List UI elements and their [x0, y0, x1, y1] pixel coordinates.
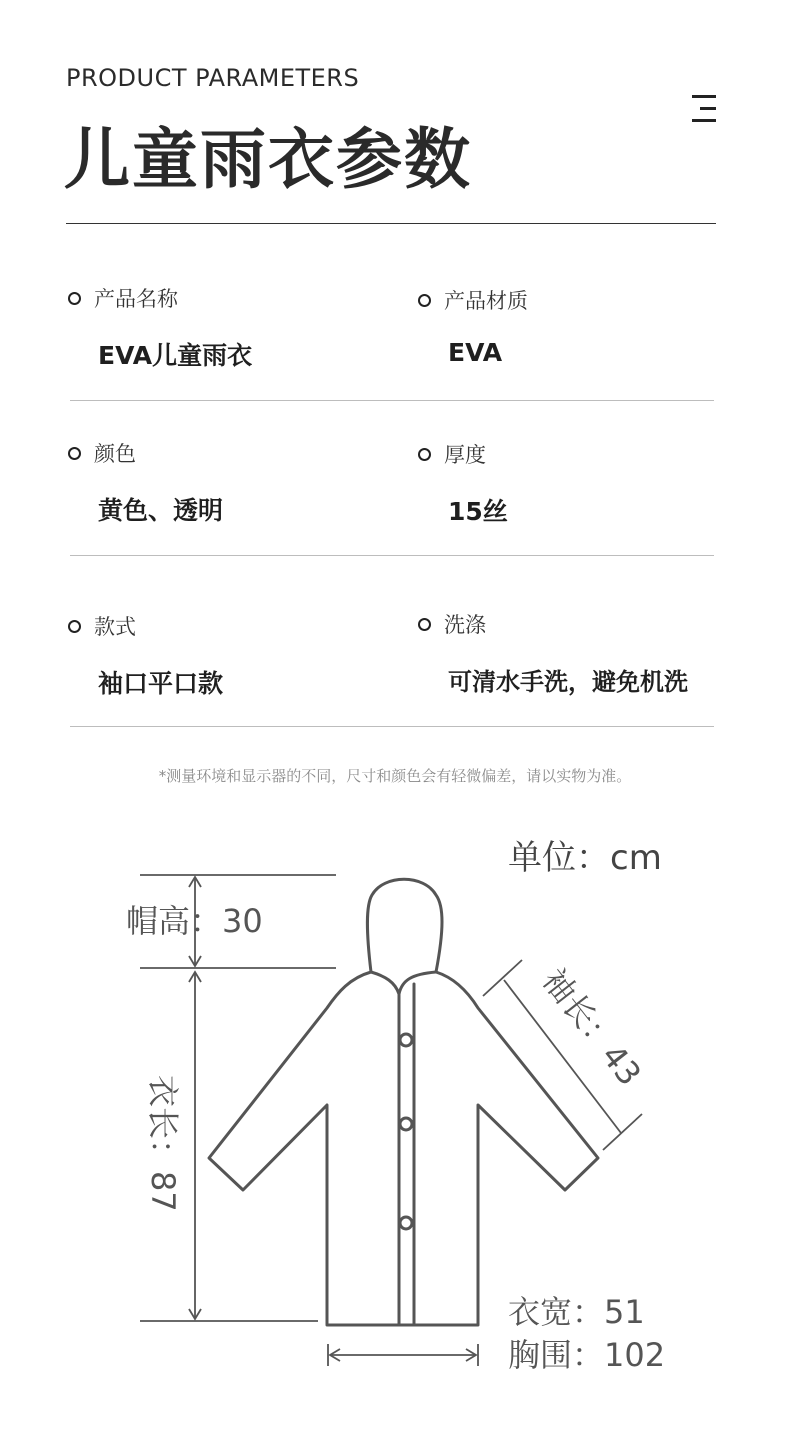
- param-label: 产品名称: [94, 287, 178, 311]
- hood-height-label: 帽高：30: [126, 902, 263, 940]
- measurement-note: *测量环境和显示器的不同，尺寸和颜色会有轻微偏差，请以实物为准。: [158, 767, 632, 785]
- param-value: 黄色、透明: [98, 496, 224, 525]
- param-label: 颜色: [94, 442, 136, 466]
- hood-outline: [367, 879, 442, 972]
- param-value: EVA: [448, 338, 503, 367]
- chest-label: 胸围：102: [508, 1336, 666, 1374]
- param-value: 袖口平口款: [98, 669, 224, 698]
- collar-outline: [371, 972, 436, 994]
- param-label: 洗涤: [444, 613, 486, 637]
- param-label: 款式: [94, 615, 136, 639]
- param-value: 可清水手洗，避免机洗: [448, 668, 688, 696]
- button-3: [400, 1217, 412, 1229]
- sleeve-length-label: 袖长：43: [534, 961, 649, 1093]
- page-subtitle-en: PRODUCT PARAMETERS: [66, 64, 360, 92]
- body-length-label: 衣长：87: [144, 1075, 182, 1212]
- param-value: 15丝: [448, 497, 508, 526]
- param-label: 产品材质: [444, 289, 528, 313]
- param-label: 厚度: [444, 443, 486, 467]
- body-width-label: 衣宽：51: [508, 1293, 645, 1331]
- param-value: EVA儿童雨衣: [98, 341, 253, 370]
- page-title: 儿童雨衣参数: [64, 121, 472, 198]
- unit-label: 单位：cm: [508, 838, 662, 878]
- button-2: [400, 1118, 412, 1130]
- button-1: [400, 1034, 412, 1046]
- coat-outline: [209, 972, 598, 1325]
